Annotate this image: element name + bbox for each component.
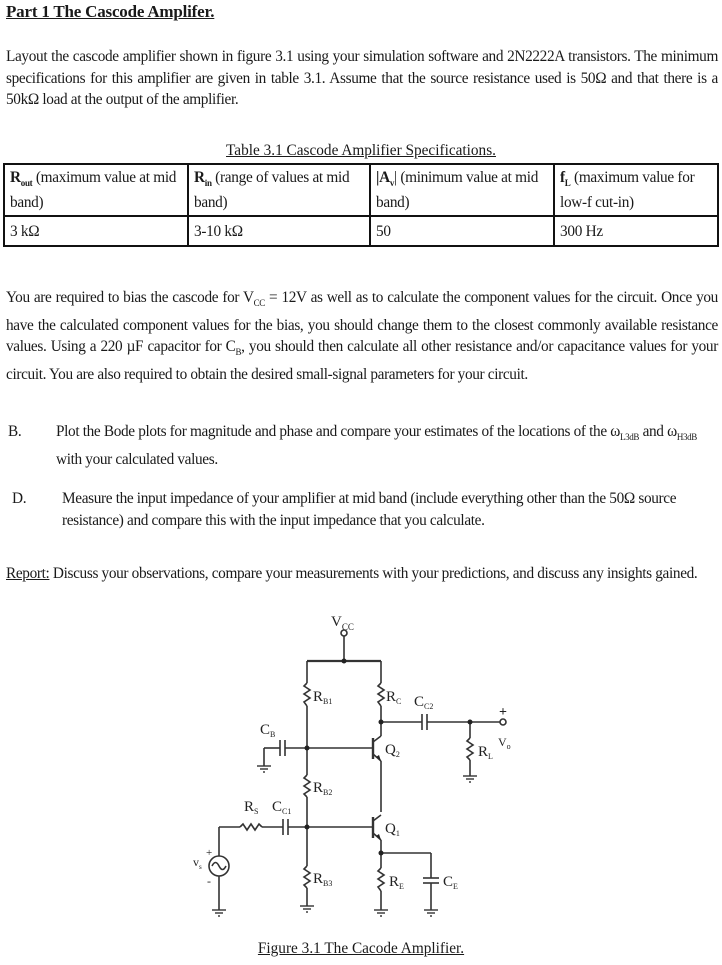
cc1-label: $C_{C1}$ (272, 799, 292, 816)
figure-caption: Figure 3.1 The Cacode Amplifier. (257, 940, 465, 957)
ground-symbols (212, 766, 477, 916)
rl-label: $R_L$ (478, 744, 493, 761)
vs-label: $v_s$ (193, 855, 202, 871)
rc-resistor (378, 683, 384, 706)
report-label: Report: (6, 565, 50, 582)
q2-label: $Q_2$ (385, 742, 400, 759)
header-fl: $f_L$ (maximum value for low-f cut-in) (554, 164, 718, 216)
rb3-resistor (304, 866, 310, 888)
vs-plus-sign: + (206, 847, 213, 859)
task-text: Plot the Bode plots for magnitude and phase and compare your estimates of the locations of the $\omega_{L3dB}$ and $\omega_{H3dB}$ with your calculated values. (56, 423, 697, 468)
vo-label: $V_o$ (498, 735, 511, 751)
value-av: 50 (370, 216, 554, 246)
rb3-label: $R_{B3}$ (313, 871, 333, 888)
vs-minus-sign: - (207, 874, 211, 888)
header-av: $|A_v|$ (minimum value at mid band) (370, 164, 554, 216)
rb1-label: $R_{B1}$ (313, 689, 333, 706)
rb2-label: $R_{B2}$ (313, 780, 333, 797)
bias-paragraph: You are required to bias the cascode for $V_{CC} = 12V$ as well as to calculate the component values for the circuit. Once you have the calculated component values for the bias, you should change them to the closest commonly available resistance values. Using a 220 µF capacitor for $C_B$, you should then calculate all other resistance and/or capacitance values for your circuit. You are also required to obtain the desired small-signal parameters for your circuit. (6, 289, 718, 383)
rs-label: $R_S$ (244, 799, 259, 816)
intro-paragraph: Layout the cascode amplifier shown in figure 3.1 using your simulation software and 2N2222A transistors. The minimum specifications for this amplifier are given in table 3.1. Assume that the source resistance used is 50Ω and that there is a 50kΩ load at the output of the amplifier. (6, 48, 718, 108)
vcc-label: $V_{CC}$ (331, 614, 354, 632)
q1-label: $Q_1$ (385, 821, 400, 838)
report-paragraph: Report: Discuss your observations, compare your measurements with your predictions, and discuss any insights gained. (6, 565, 698, 582)
task-text: Measure the input impedance of your amplifier at mid band (include everything other than the 50Ω source resistance) and compare this with the input impedance that you calculate. (62, 490, 677, 529)
rb2-resistor (304, 775, 310, 797)
re-label: $R_E$ (389, 874, 404, 891)
re-resistor (378, 868, 384, 891)
value-rout: 3 kΩ (4, 216, 188, 246)
cb-label: $C_B$ (260, 722, 276, 739)
task-letter: D. (12, 490, 27, 507)
table-caption: Table 3.1 Cascode Amplifier Specifications. (226, 142, 496, 159)
rl-resistor (467, 738, 473, 760)
header-rout: $R_{out}$ (maximum value at mid band) (4, 164, 188, 216)
rb1-resistor (304, 683, 310, 706)
header-rin: $R_{in}$ (range of values at mid band) (188, 164, 370, 216)
rs-resistor (240, 824, 262, 830)
cc2-label: $C_{C2}$ (414, 694, 434, 711)
page-title: Part 1 The Cascode Amplifer. (6, 2, 215, 21)
vo-plus-sign: + (499, 705, 507, 720)
ce-label: $C_E$ (443, 874, 458, 891)
task-letter: B. (8, 423, 22, 440)
value-rin: 3-10 kΩ (188, 216, 370, 246)
value-fl: 300 Hz (554, 216, 718, 246)
rc-label: $R_C$ (386, 689, 402, 706)
